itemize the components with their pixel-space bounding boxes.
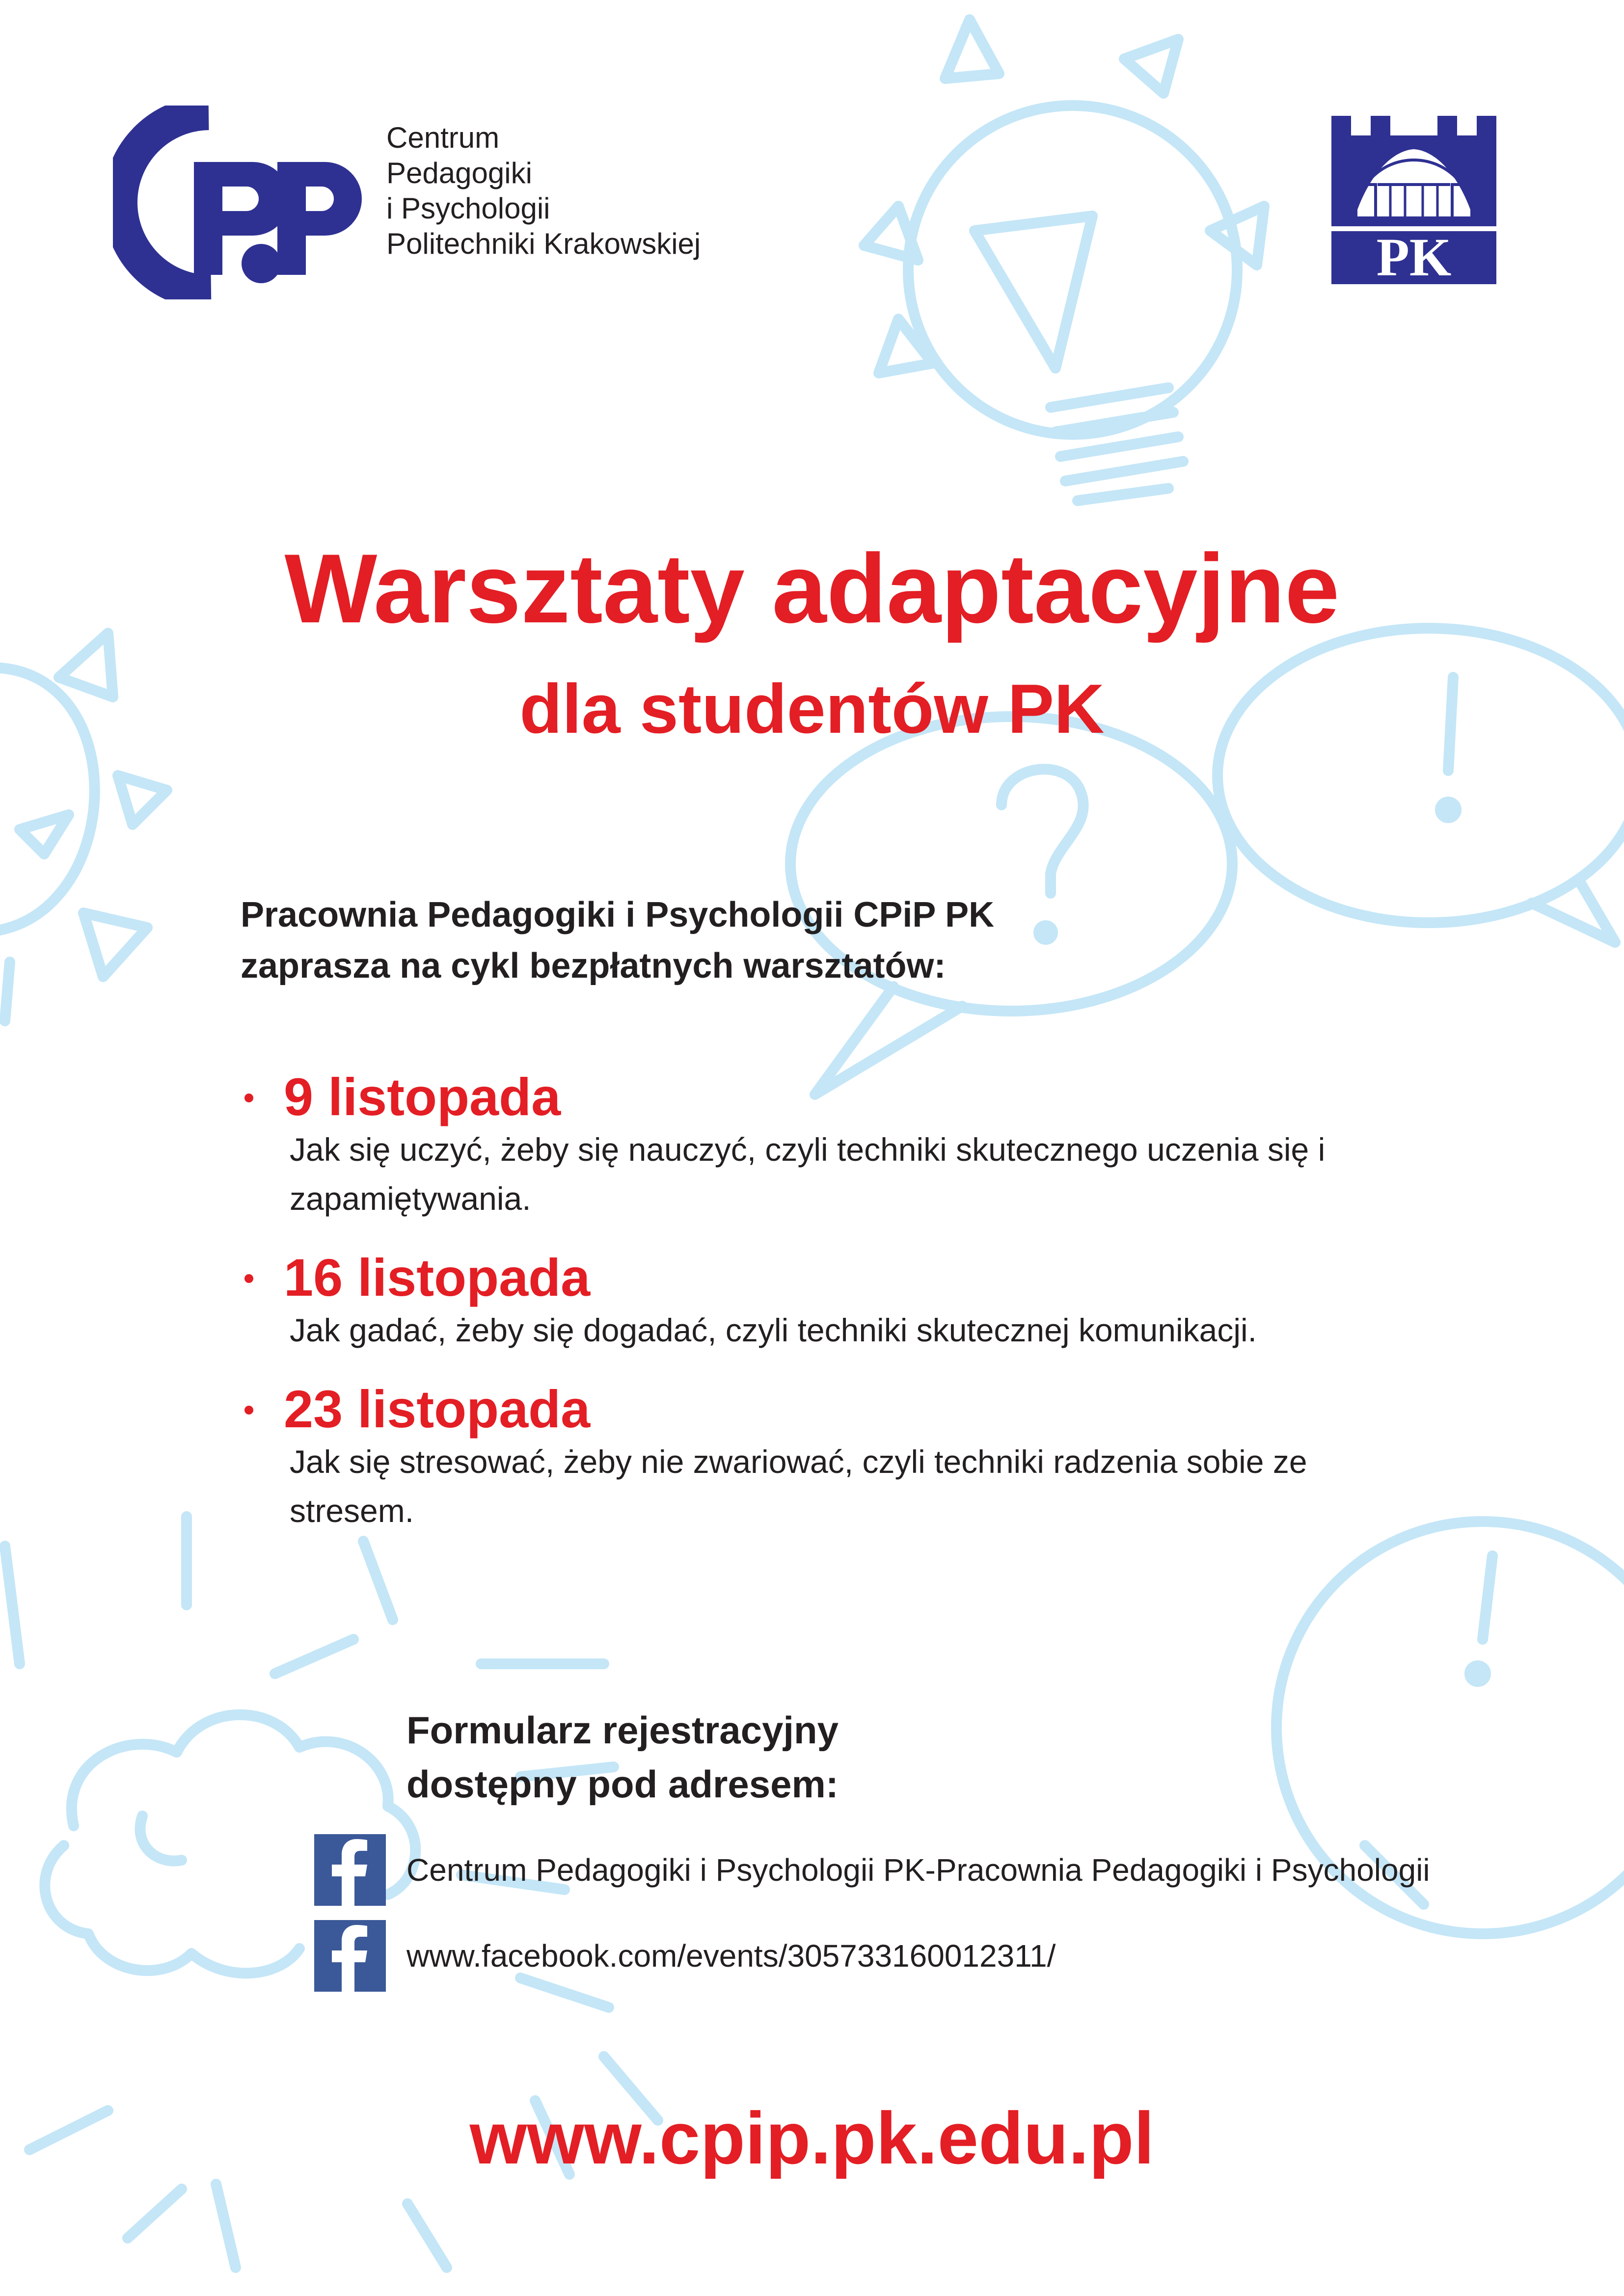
- bullet-icon: [244, 1094, 253, 1102]
- event-item: [241, 1377, 1542, 1535]
- registration-heading-line: dostępny pod adresem:: [406, 1762, 839, 1806]
- event-description: Jak gadać, żeby się dogadać, czyli techniki skutecznej komunikacji.: [290, 1312, 1257, 1348]
- center-name-line: Centrum: [386, 121, 500, 154]
- website-link[interactable]: www.cpip.pk.edu.pl: [469, 2097, 1155, 2179]
- poster-subtitle: dla studentów PK: [519, 670, 1105, 748]
- intro-line: zaprasza na cykl bezpłatnych warsztatów:: [241, 946, 946, 986]
- facebook-icon: [314, 1920, 386, 1992]
- event-description: Jak się stresować, żeby nie zwariować, czyli techniki radzenia sobie ze stresem.: [290, 1443, 1307, 1529]
- lightbulb-icon: [864, 20, 1264, 501]
- facebook-event-link[interactable]: [314, 1919, 1056, 1993]
- center-name-line: Politechniki Krakowskiej: [386, 227, 701, 260]
- event-description: Jak się uczyć, żeby się nauczyć, czyli techniki skutecznego uczenia się i zapamiętywania.: [290, 1131, 1326, 1217]
- facebook-icon: [314, 1834, 386, 1906]
- event-item: [241, 1065, 1542, 1223]
- center-name: [386, 120, 701, 262]
- intro-text: [241, 889, 994, 991]
- event-date: 23 listopada: [284, 1379, 591, 1439]
- registration-heading-line: Formularz rejestracyjny: [406, 1709, 839, 1752]
- facebook-page-link-text[interactable]: Centrum Pedagogiki i Psychologii PK-Pracownia Pedagogiki i Psychologii: [406, 1852, 1430, 1888]
- cpip-logo: [113, 106, 368, 299]
- poster-title: Warsztaty adaptacyjne: [284, 534, 1340, 643]
- event-list: [241, 1065, 1542, 1535]
- registration-heading: [406, 1703, 839, 1811]
- pk-logo-text: PK: [1376, 227, 1452, 287]
- event-item: [241, 1246, 1542, 1355]
- facebook-page-link[interactable]: [314, 1833, 1430, 1907]
- center-name-line: i Psychologii: [386, 192, 550, 225]
- event-date: 9 listopada: [284, 1067, 561, 1126]
- center-name-line: Pedagogiki: [386, 157, 532, 189]
- event-date: 16 listopada: [284, 1248, 591, 1307]
- bullet-icon: [244, 1406, 253, 1415]
- bullet-icon: [244, 1274, 253, 1283]
- pk-university-logo: [1326, 111, 1501, 288]
- intro-line: Pracownia Pedagogiki i Psychologii CPiP PK: [241, 895, 995, 934]
- facebook-event-link-text[interactable]: www.facebook.com/events/305733160012311/: [406, 1938, 1056, 1974]
